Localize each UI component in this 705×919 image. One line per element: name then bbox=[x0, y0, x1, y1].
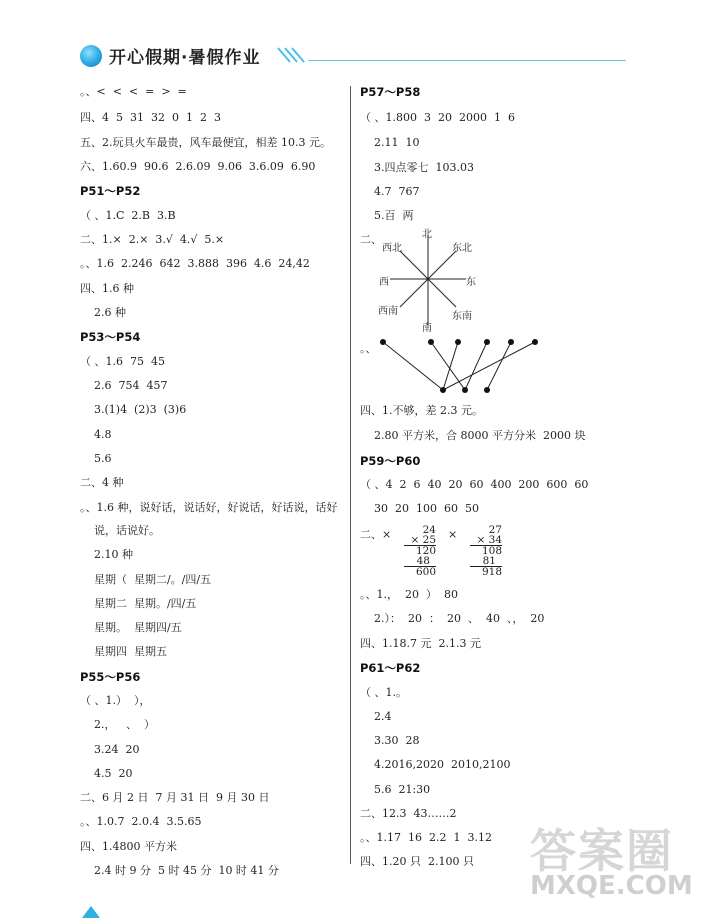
answer-line: 星期二 星期。/四/五 bbox=[80, 597, 197, 610]
mult1-row: 120 bbox=[415, 545, 436, 557]
vertical-multiplication-2 bbox=[470, 525, 502, 577]
page-header bbox=[80, 42, 630, 72]
section-heading: P53～P54 bbox=[80, 330, 141, 344]
answer-line: 四、1.18.7 元 2.1.3 元 bbox=[360, 637, 481, 650]
answer-line: 。、 bbox=[360, 342, 377, 355]
vertical-multiplication-1 bbox=[404, 525, 436, 577]
compass-north-label: 北 bbox=[422, 229, 432, 240]
section-heading: P59～P60 bbox=[360, 454, 421, 468]
mult-mark: × bbox=[448, 528, 458, 541]
mult2-row: 918 bbox=[481, 566, 502, 578]
answer-line: 3.(1)4 (2)3 (3)6 bbox=[80, 403, 187, 416]
answer-line: 5.百 两 bbox=[360, 209, 414, 222]
mult1-row: 24 bbox=[422, 524, 436, 536]
slash-decoration-icon bbox=[276, 46, 310, 68]
compass-south-label: 南 bbox=[422, 323, 432, 334]
header-rule bbox=[308, 60, 626, 61]
answer-line: 五、2.玩具火车最贵，风车最便宜，相差 10.3 元。 bbox=[80, 136, 331, 149]
compass-northwest-label: 西北 bbox=[382, 243, 402, 254]
answer-line: 2.80 平方米，合 8000 平方分米 2000 块 bbox=[360, 429, 586, 442]
answer-line: 2.6 种 bbox=[80, 306, 126, 319]
compass-southwest-label: 西南 bbox=[378, 306, 398, 317]
answer-line: 4.8 bbox=[80, 428, 112, 441]
watermark bbox=[530, 815, 700, 915]
answer-line: 5.6 bbox=[80, 452, 112, 465]
column-divider bbox=[350, 86, 351, 864]
compass-east-label: 东 bbox=[466, 277, 476, 288]
page-title: 开心假期·暑假作业 bbox=[109, 48, 261, 68]
answer-line: 3.四点零七 103.03 bbox=[360, 161, 474, 174]
answer-line: 说，话说好。 bbox=[80, 524, 160, 537]
answer-line: 2.4 时 9 分 5 时 45 分 10 时 41 分 bbox=[80, 864, 279, 877]
answer-line: 二、6 月 2 日 7 月 31 日 9 月 30 日 bbox=[80, 791, 270, 804]
answer-line: （ 、1.6 75 45 bbox=[80, 355, 165, 368]
section-heading: P61～P62 bbox=[360, 661, 421, 675]
watermark-bottom: MXQE.COM bbox=[530, 871, 693, 901]
answer-line: 四、1.6 种 bbox=[80, 282, 134, 295]
answer-line: （ 、1.） ）， bbox=[80, 694, 151, 707]
matching-lines bbox=[375, 336, 575, 396]
answer-line: 2.11 10 bbox=[360, 136, 420, 149]
mult1-row: 600 bbox=[415, 566, 436, 578]
answer-line: 5.6 21:30 bbox=[360, 783, 431, 796]
mult2-row: × 34 bbox=[470, 535, 502, 546]
answer-line: 二、× bbox=[360, 528, 392, 541]
answer-line: 。、1.， 20 ） 80 bbox=[360, 588, 458, 601]
answer-line: 二、12.3 43……2 bbox=[360, 807, 457, 820]
answer-line: 二、 bbox=[360, 233, 382, 246]
answer-line: 3.30 28 bbox=[360, 734, 420, 747]
answer-line: （ 、1.C 2.B 3.B bbox=[80, 209, 176, 222]
header-bullet-icon bbox=[80, 45, 102, 67]
section-heading: P51～P52 bbox=[80, 184, 141, 198]
answer-line: 3.24 20 bbox=[80, 743, 140, 756]
mult2-row: 108 bbox=[481, 545, 502, 557]
section-heading: P55～P56 bbox=[80, 670, 141, 684]
answer-line: 四、1.不够，差 2.3 元。 bbox=[360, 404, 483, 417]
answer-line: 二、1.× 2.× 3.√ 4.√ 5.× bbox=[80, 233, 225, 246]
answer-line: 。、1.0.7 2.0.4 3.5.65 bbox=[80, 815, 202, 828]
section-heading: P57～P58 bbox=[360, 85, 421, 99]
compass-west-label: 西 bbox=[379, 277, 389, 288]
compass-northeast-label: 东北 bbox=[452, 243, 472, 254]
compass-southeast-label: 东南 bbox=[452, 311, 472, 322]
answer-line: 四、4 5 31 32 0 1 2 3 bbox=[80, 111, 221, 124]
mult2-row: 27 bbox=[488, 524, 502, 536]
answer-line: 四、1.20 只 2.100 只 bbox=[360, 855, 474, 868]
answer-line: （ 、1.800 3 20 2000 1 6 bbox=[360, 111, 515, 124]
answer-line: 4.7 767 bbox=[360, 185, 420, 198]
answer-line: 。、1.17 16 2.2 1 3.12 bbox=[360, 831, 492, 844]
answer-line: 。、< < < = > = bbox=[80, 85, 187, 98]
answer-line: 二、4 种 bbox=[80, 476, 124, 489]
matching-diagram bbox=[375, 336, 575, 396]
mult1-row: × 25 bbox=[404, 535, 436, 546]
answer-line: 2.）： 20 ： 20 、 40 、， 20 bbox=[360, 612, 545, 625]
answer-line: 30 20 100 60 50 bbox=[360, 502, 479, 515]
answer-line: 4.2016,2020 2010,2100 bbox=[360, 758, 511, 771]
answer-line: 。、1.6 2.246 642 3.888 396 4.6 24,42 bbox=[80, 257, 310, 270]
answer-line: （ 、1.。 bbox=[360, 686, 407, 699]
answer-line: 六、1.60.9 90.6 2.6.09 9.06 3.6.09 6.90 bbox=[80, 160, 316, 173]
answer-line: 四、1.4800 平方米 bbox=[80, 840, 177, 853]
answer-line: 4.5 20 bbox=[80, 767, 133, 780]
answer-line: 2.6 754 457 bbox=[80, 379, 168, 392]
answer-line: 星期四 星期五 bbox=[80, 645, 167, 658]
answer-line: 2.10 种 bbox=[80, 548, 133, 561]
mult2-row: 81 bbox=[470, 556, 502, 567]
answer-line: 星期。 星期四/五 bbox=[80, 621, 182, 634]
corner-triangle-icon bbox=[82, 906, 100, 918]
answer-line: （ 、4 2 6 40 20 60 400 200 600 60 bbox=[360, 478, 589, 491]
watermark-top: 答案圈 bbox=[530, 824, 674, 878]
answer-line: 星期（ 星期二/。/四/五 bbox=[80, 573, 212, 586]
answer-line: 2.， 、 ） bbox=[80, 718, 155, 731]
answer-line: 。、1.6 种，说好话，说话好，好说话，好话说，话好 bbox=[80, 501, 338, 514]
mult1-row: 48 bbox=[404, 556, 436, 567]
answer-line: 2.4 bbox=[360, 710, 392, 723]
